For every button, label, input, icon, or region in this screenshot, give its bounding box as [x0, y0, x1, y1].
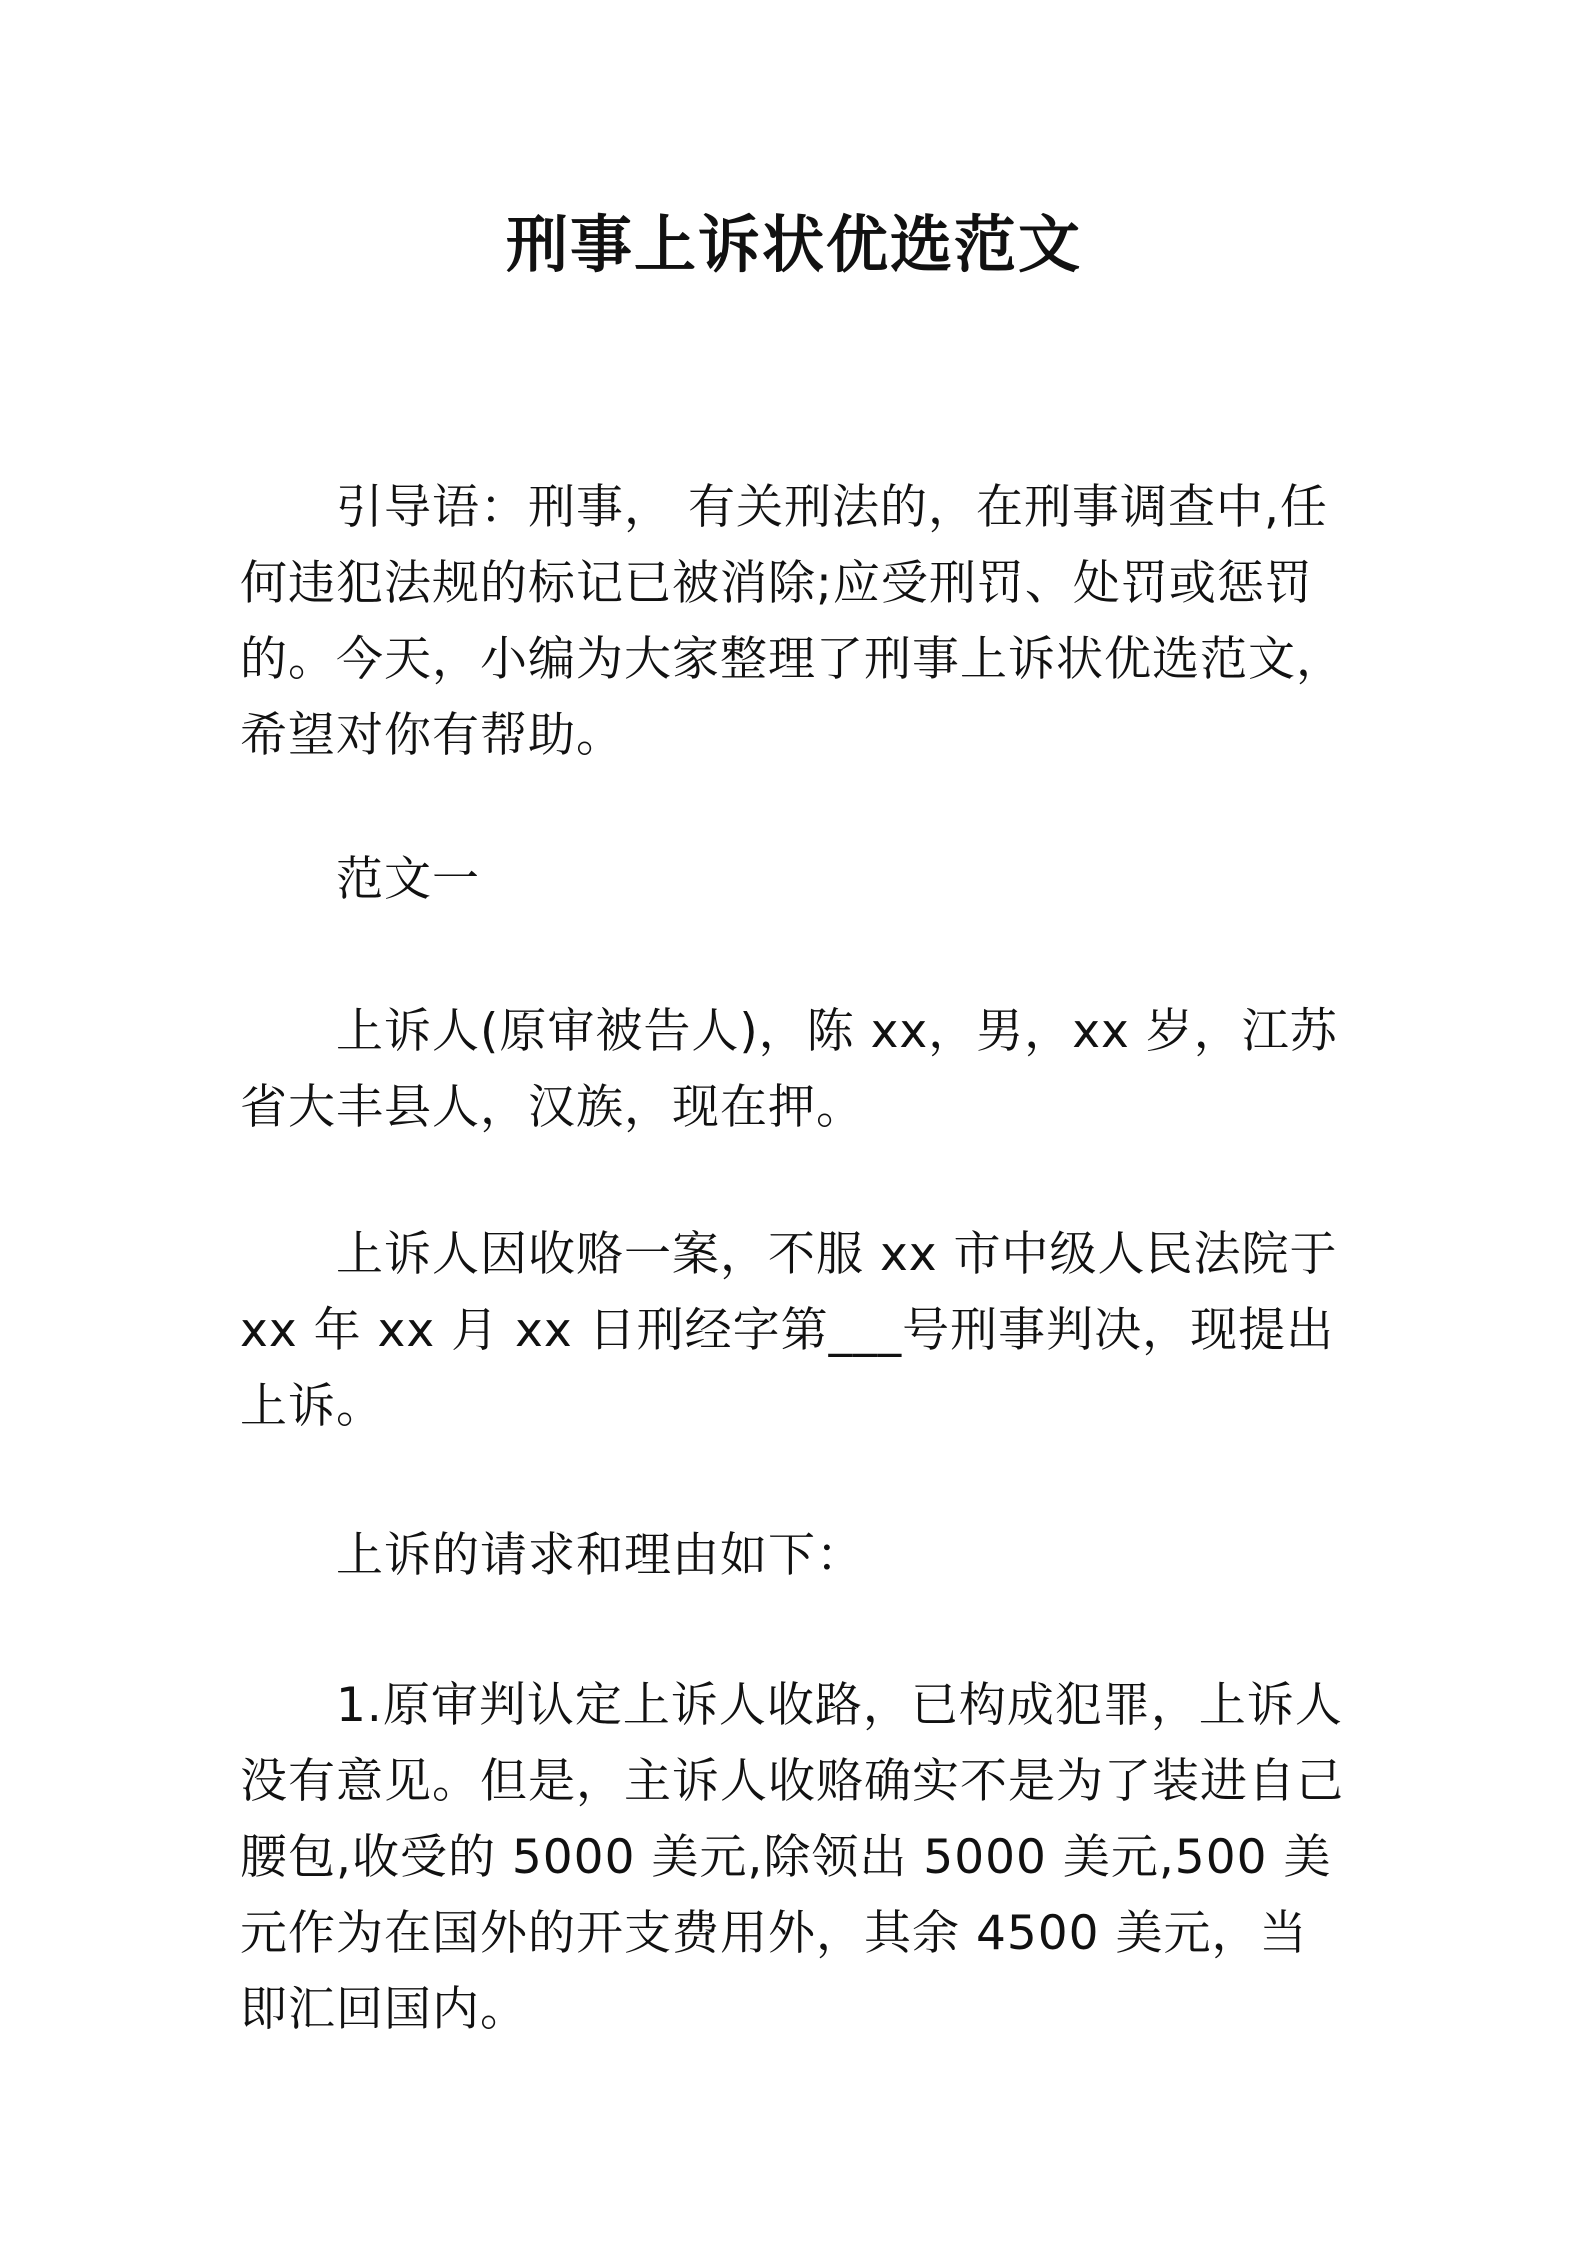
reason-one-paragraph: 1.原审判认定上诉人收路，已构成犯罪，上诉人没有意见。但是，主诉人收赂确实不是为了装进自己腰包,收受的 5000 美元,除领出 5000 美元,500 美元作为在国外的开支费用外，其余 4500 美元，当即汇回国内。 — [240, 1678, 1344, 2037]
appellant-info-paragraph: 上诉人(原审被告人)，陈 xx，男，xx 岁，江苏省大丰县人，汉族，现在押。 — [240, 1004, 1338, 1135]
section-heading: 范文一 — [336, 852, 480, 907]
intro-paragraph: 引导语：刑事， 有关刑法的，在刑事调查中,任何违犯法规的标记已被消除;应受刑罚、处罚或惩罚的。今天，小编为大家整理了刑事上诉状优选范文，希望对你有帮助。 — [240, 480, 1344, 763]
appeal-reasons-heading: 上诉的请求和理由如下： — [336, 1528, 864, 1583]
document-title: 刑事上诉状优选范文 — [505, 208, 1082, 281]
appeal-statement-paragraph: 上诉人因收赂一案，不服 xx 市中级人民法院于 xx 年 xx 月 xx 日刑经字第___号刑事判决，现提出上诉。 — [240, 1227, 1338, 1434]
